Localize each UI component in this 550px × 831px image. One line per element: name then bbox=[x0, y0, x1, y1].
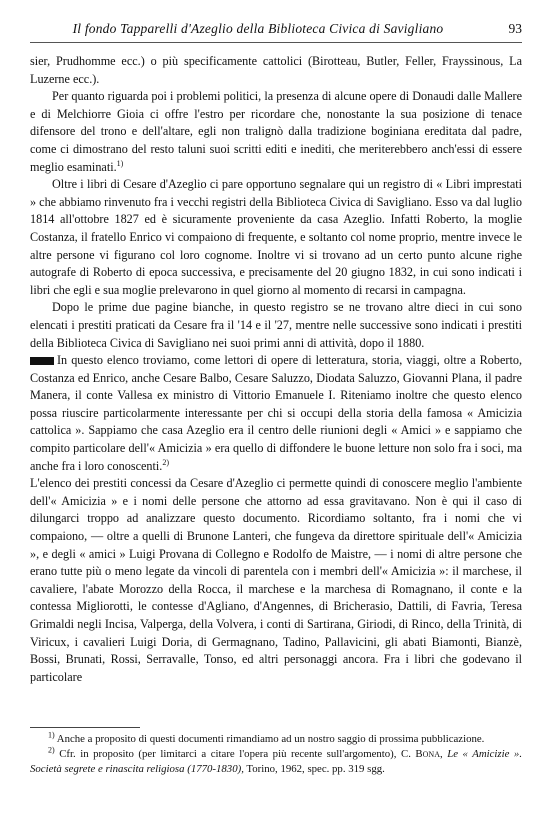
footnote-1-text: Anche a proposito di questi documenti rimandiamo ad un nostro saggio di prossima pubblicazione. bbox=[56, 733, 485, 745]
footnote-2-post: Torino, 1962, spec. pp. 319 sgg. bbox=[246, 763, 385, 775]
pointing-hand-icon bbox=[30, 357, 54, 365]
footnote-ref-2: 2) bbox=[162, 457, 169, 467]
body-text bbox=[30, 53, 522, 686]
footnote-2 bbox=[30, 747, 522, 777]
paragraph-5-text: In questo elenco troviamo, come lettori di opere di letteratura, storia, viaggi, oltre a Roberto, Costanza ed Enrico, anche Cesare Balbo, Cesare Saluzzo, Diodata Saluzzo, Giovanni Plana, il padre Manera, il conte Vallesa ex ministro di Vittorio Emanuele I. Riteniamo inoltre che questo elenco possa riuscire particolarmente interessante per chi si occupi della storia della famosa « Amicizia cattolica ». Sappiamo che casa Azeglio era il centro delle riunioni degli « Amici » e sappiamo che compito particolare dell'« Amicizia » era quello di diffondere le buone letture non solo fra i soci, ma anche fra i loro conoscenti. bbox=[30, 353, 522, 473]
footnote-2-book: Le « Amicizie ». Società segrete e rinascita religiosa (1770-1830), bbox=[30, 748, 523, 775]
paragraph-6: L'elenco dei prestiti concessi da Cesare d'Azeglio ci permette quindi di conoscere meglio l'ambiente dell'« Amicizia » e i nomi delle persone che attorno ad essa gravitavano. Non è qui il caso di dilungarci troppo ad analizzare questo documento. Ricordiamo soltanto, fra i nomi che vi compaiono, — oltre a quelli di Brunone Lanteri, che fungeva da direttore spirituale dell'« Amicizia », e degli « amici » Luigi Provana di Collegno e Rodolfo de Maistre, — i nomi di altre persone che erano tutte più o meno legate da vincoli di parentela con i membri dell'« Amicizia »: il marchese, il cavaliere, l'abate Morozzo della Rocca, il marchese e la marchesa di Romagnano, il conte e la contessa Migliorotti, le contesse d'Agliano, d'Angennes, di Bricherasio, Dattili, di Favria, Teresa Grimaldi negli Incisa, Valperga, della Volvera, i conti di Sartirana, Giriodi, di Rinco, della Trinità, di Viricux, i cavalieri Luigi Doria, di Germagnano, Tadino, Pallavicini, gli abati Biamonti, Bianzè, Bossi, Brunati, Rossi, Serravalle, Tonso, ed altri personaggi ancora. Fra i libri che godevano il particolare bbox=[30, 476, 522, 684]
footnote-ref-1: 1) bbox=[116, 158, 124, 168]
paragraph-2 bbox=[30, 88, 522, 176]
paragraph-5 bbox=[30, 352, 522, 475]
paragraph-3: Oltre i libri di Cesare d'Azeglio ci pare opportuno segnalare qui un registro di « Libri imprestati » che abbiamo rinvenuto fra i vecchi registri della Biblioteca Civica di Savigliano. Esso va dal luglio 1814 all'ottobre 1827 ed è sicuramente proveniente da casa Azeglio. Infatti Roberto, la moglie Costanza, il fratello Enrico vi compaiono di frequente, e soltanto col nome proprio, mentre invece le altre persone vi figurano col loro cognome. Inoltre vi si trovano ad un certo punto alcune righe autografe di Roberto di epoca successiva, e precisamente del 20 giugno 1832, in cui sono indicati i libri che egli e sua moglie prelevarono in quel giorno al momento di recarsi in campagna. bbox=[30, 177, 522, 297]
paragraph-2-text: Per quanto riguarda poi i problemi politici, la presenza di alcune opere di Donaudi dalle Mallere e di Melchiorre Gioia ci offre l'estro per ricordare che, nonostante la sua posizione di tenace difensore del trono e dell'altare, egli non tralignò dalla tradizione boginiana ereditata dal padre, come ci dimostrano del resto taluni suoi scritti editi e inediti, che meriterebbero anch'essi di essere meglio esaminati. bbox=[30, 89, 522, 174]
footnote-2-author: C. Bona, bbox=[401, 748, 443, 760]
footnote-1-mark: 1) bbox=[48, 730, 55, 740]
running-header bbox=[30, 18, 522, 43]
footnote-2-mark: 2) bbox=[48, 745, 55, 755]
page bbox=[30, 18, 522, 686]
footnote-1 bbox=[30, 732, 522, 747]
paragraph-4: Dopo le prime due pagine bianche, in questo registro se ne trovano altre dieci in cui sono elencati i prestiti praticati da Cesare fra il '14 e il '27, mentre nelle successive sono indicati i prestiti della Biblioteca Civica di Savigliano nei suoi primi anni di attività, dopo il 1880. bbox=[30, 300, 522, 350]
footnote-2-pre: Cfr. in proposito (per limitarci a citare l'opera più recente sull'argomento), bbox=[59, 748, 397, 760]
running-title: Il fondo Tapparelli d'Azeglio della Biblioteca Civica di Savigliano bbox=[72, 21, 444, 36]
page-number: 93 bbox=[508, 21, 522, 36]
footnotes bbox=[30, 727, 522, 777]
paragraph-1: sier, Prudhomme ecc.) o più specificamente cattolici (Birotteau, Butler, Feller, Frayssinous, La Luzerne ecc.). bbox=[30, 54, 522, 86]
footnote-rule bbox=[30, 727, 140, 728]
